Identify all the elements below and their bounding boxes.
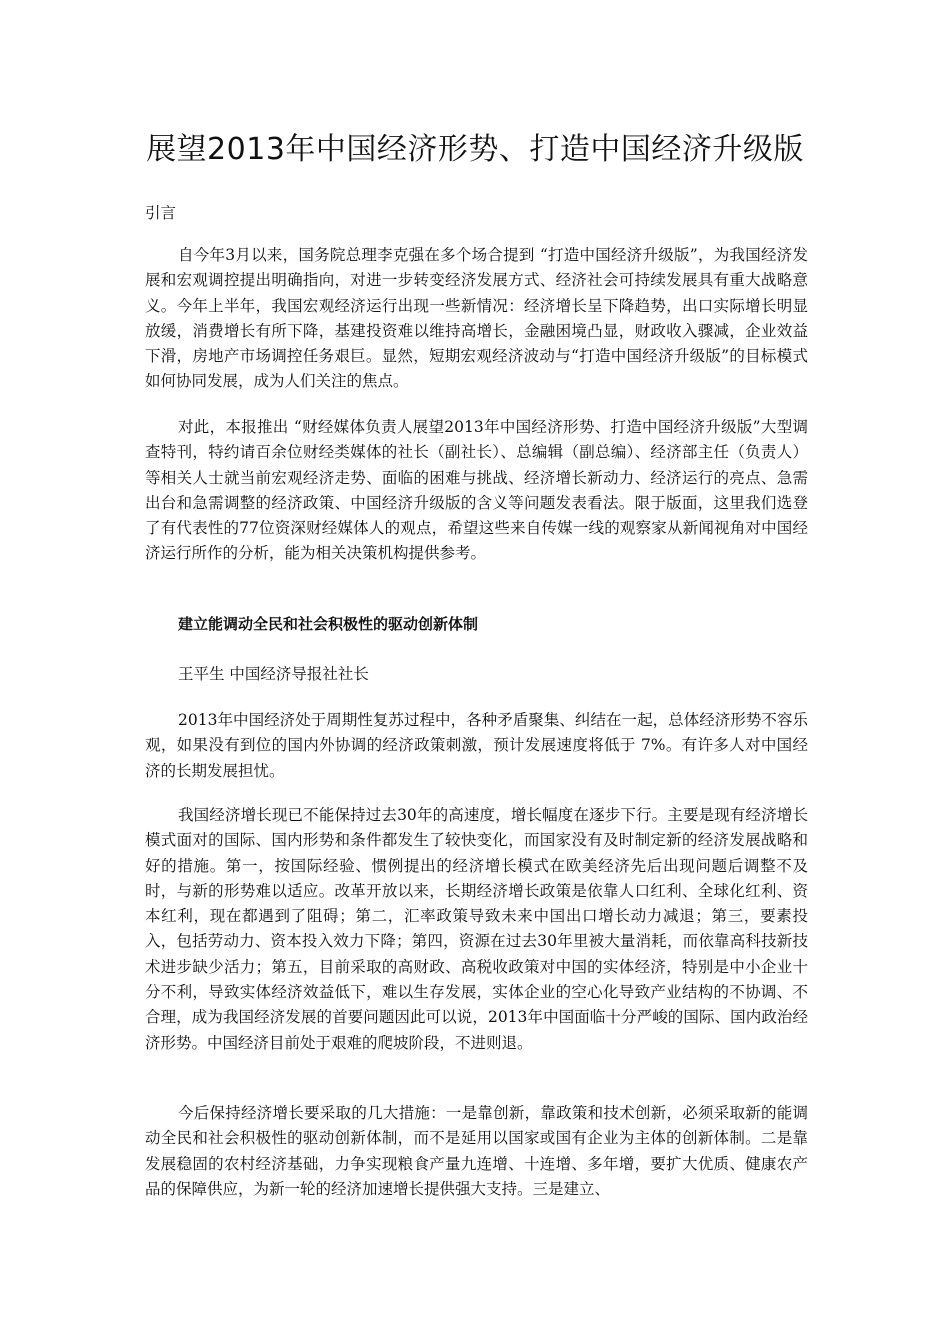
- document-title: 展望2013年中国经济形势、打造中国经济升级版: [146, 132, 804, 167]
- author-line: 王平生 中国经济导报社社长: [178, 665, 369, 683]
- body-paragraph-1: 2013年中国经济处于周期性复苏过程中，各种矛盾聚集、纠结在一起，总体经济形势不容乐观，如果没有到位的国内外协调的经济政策刺激，预计发展速度将低于 7%。有许多人对中国经济的长期发展担忧。: [145, 711, 808, 780]
- intro-paragraph-1: 自今年3月以来，国务院总理李克强在多个场合提到 “打造中国经济升级版”，为我国经济发展和宏观调控提出明确指向，对进一步转变经济发展方式、经济社会可持续发展具有重大战略意义。今年上半年，我国宏观经济运行出现一些新情况：经济增长呈下降趋势，出口实际增长明显放缓，消费增长有所下降，基建投资难以维持高增长，金融困境凸显，财政收入骤减，企业效益下滑，房地产市场调控任务艰巨。显然，短期宏观经济波动与“打造中国经济升级版”的目标模式如何协同发展，成为人们关注的焦点。: [145, 246, 808, 391]
- body-paragraph-3: 今后保持经济增长要采取的几大措施：一是靠创新，靠政策和技术创新，必须采取新的能调动全民和社会积极性的驱动创新体制，而不是延用以国家或国有企业为主体的创新体制。二是靠发展稳固的农村经济基础，力争实现粮食产量九连增、十连增、多年增，要扩大优质、健康农产品的保障供应，为新一轮的经济加速增长提供强大支持。三是建立、: [145, 1104, 808, 1198]
- intro-paragraph-2: 对此，本报推出 “财经媒体负责人展望2013年中国经济形势、打造中国经济升级版”大型调查特刊，特约请百余位财经类媒体的社长（副社长）、总编辑（副总编）、经济部主任（负责人）等相关人士就当前宏观经济走势、面临的困难与挑战、经济增长新动力、经济运行的亮点、急需出台和急需调整的经济政策、中国经济升级版的含义等问题发表看法。限于版面，这里我们选登了有代表性的77位资深财经媒体人的观点，希望这些来自传媒一线的观察家从新闻视角对中国经济运行所作的分析，能为相关决策机构提供参考。: [145, 418, 808, 563]
- intro-label: 引言: [145, 204, 177, 222]
- body-paragraph-2: 我国经济增长现已不能保持过去30年的高速度，增长幅度在逐步下行。主要是现有经济增长模式面对的国际、国内形势和条件都发生了较快变化，而国家没有及时制定新的经济发展战略和好的措施。第一，按国际经验、惯例提出的经济增长模式在欧美经济先后出现问题后调整不及时，与新的形势难以适应。改革开放以来，长期经济增长政策是依靠人口红利、全球化红利、资本红利，现在都遇到了阻碍；第二，汇率政策导致未来中国出口增长动力减退；第三，要素投入，包括劳动力、资本投入效力下降；第四，资源在过去30年里被大量消耗，而依靠高科技新技术进步缺少活力；第五，目前采取的高财政、高税收政策对中国的实体经济，特别是中小企业十分不利，导致实体经济效益低下，难以生存发展，实体企业的空心化导致产业结构的不协调、不合理，成为我国经济发展的首要问题因此可以说，2013年中国面临十分严峻的国际、国内政治经济形势。中国经济目前处于艰难的爬坡阶段，不进则退。: [145, 806, 808, 1052]
- section-heading: 建立能调动全民和社会积极性的驱动创新体制: [178, 615, 479, 633]
